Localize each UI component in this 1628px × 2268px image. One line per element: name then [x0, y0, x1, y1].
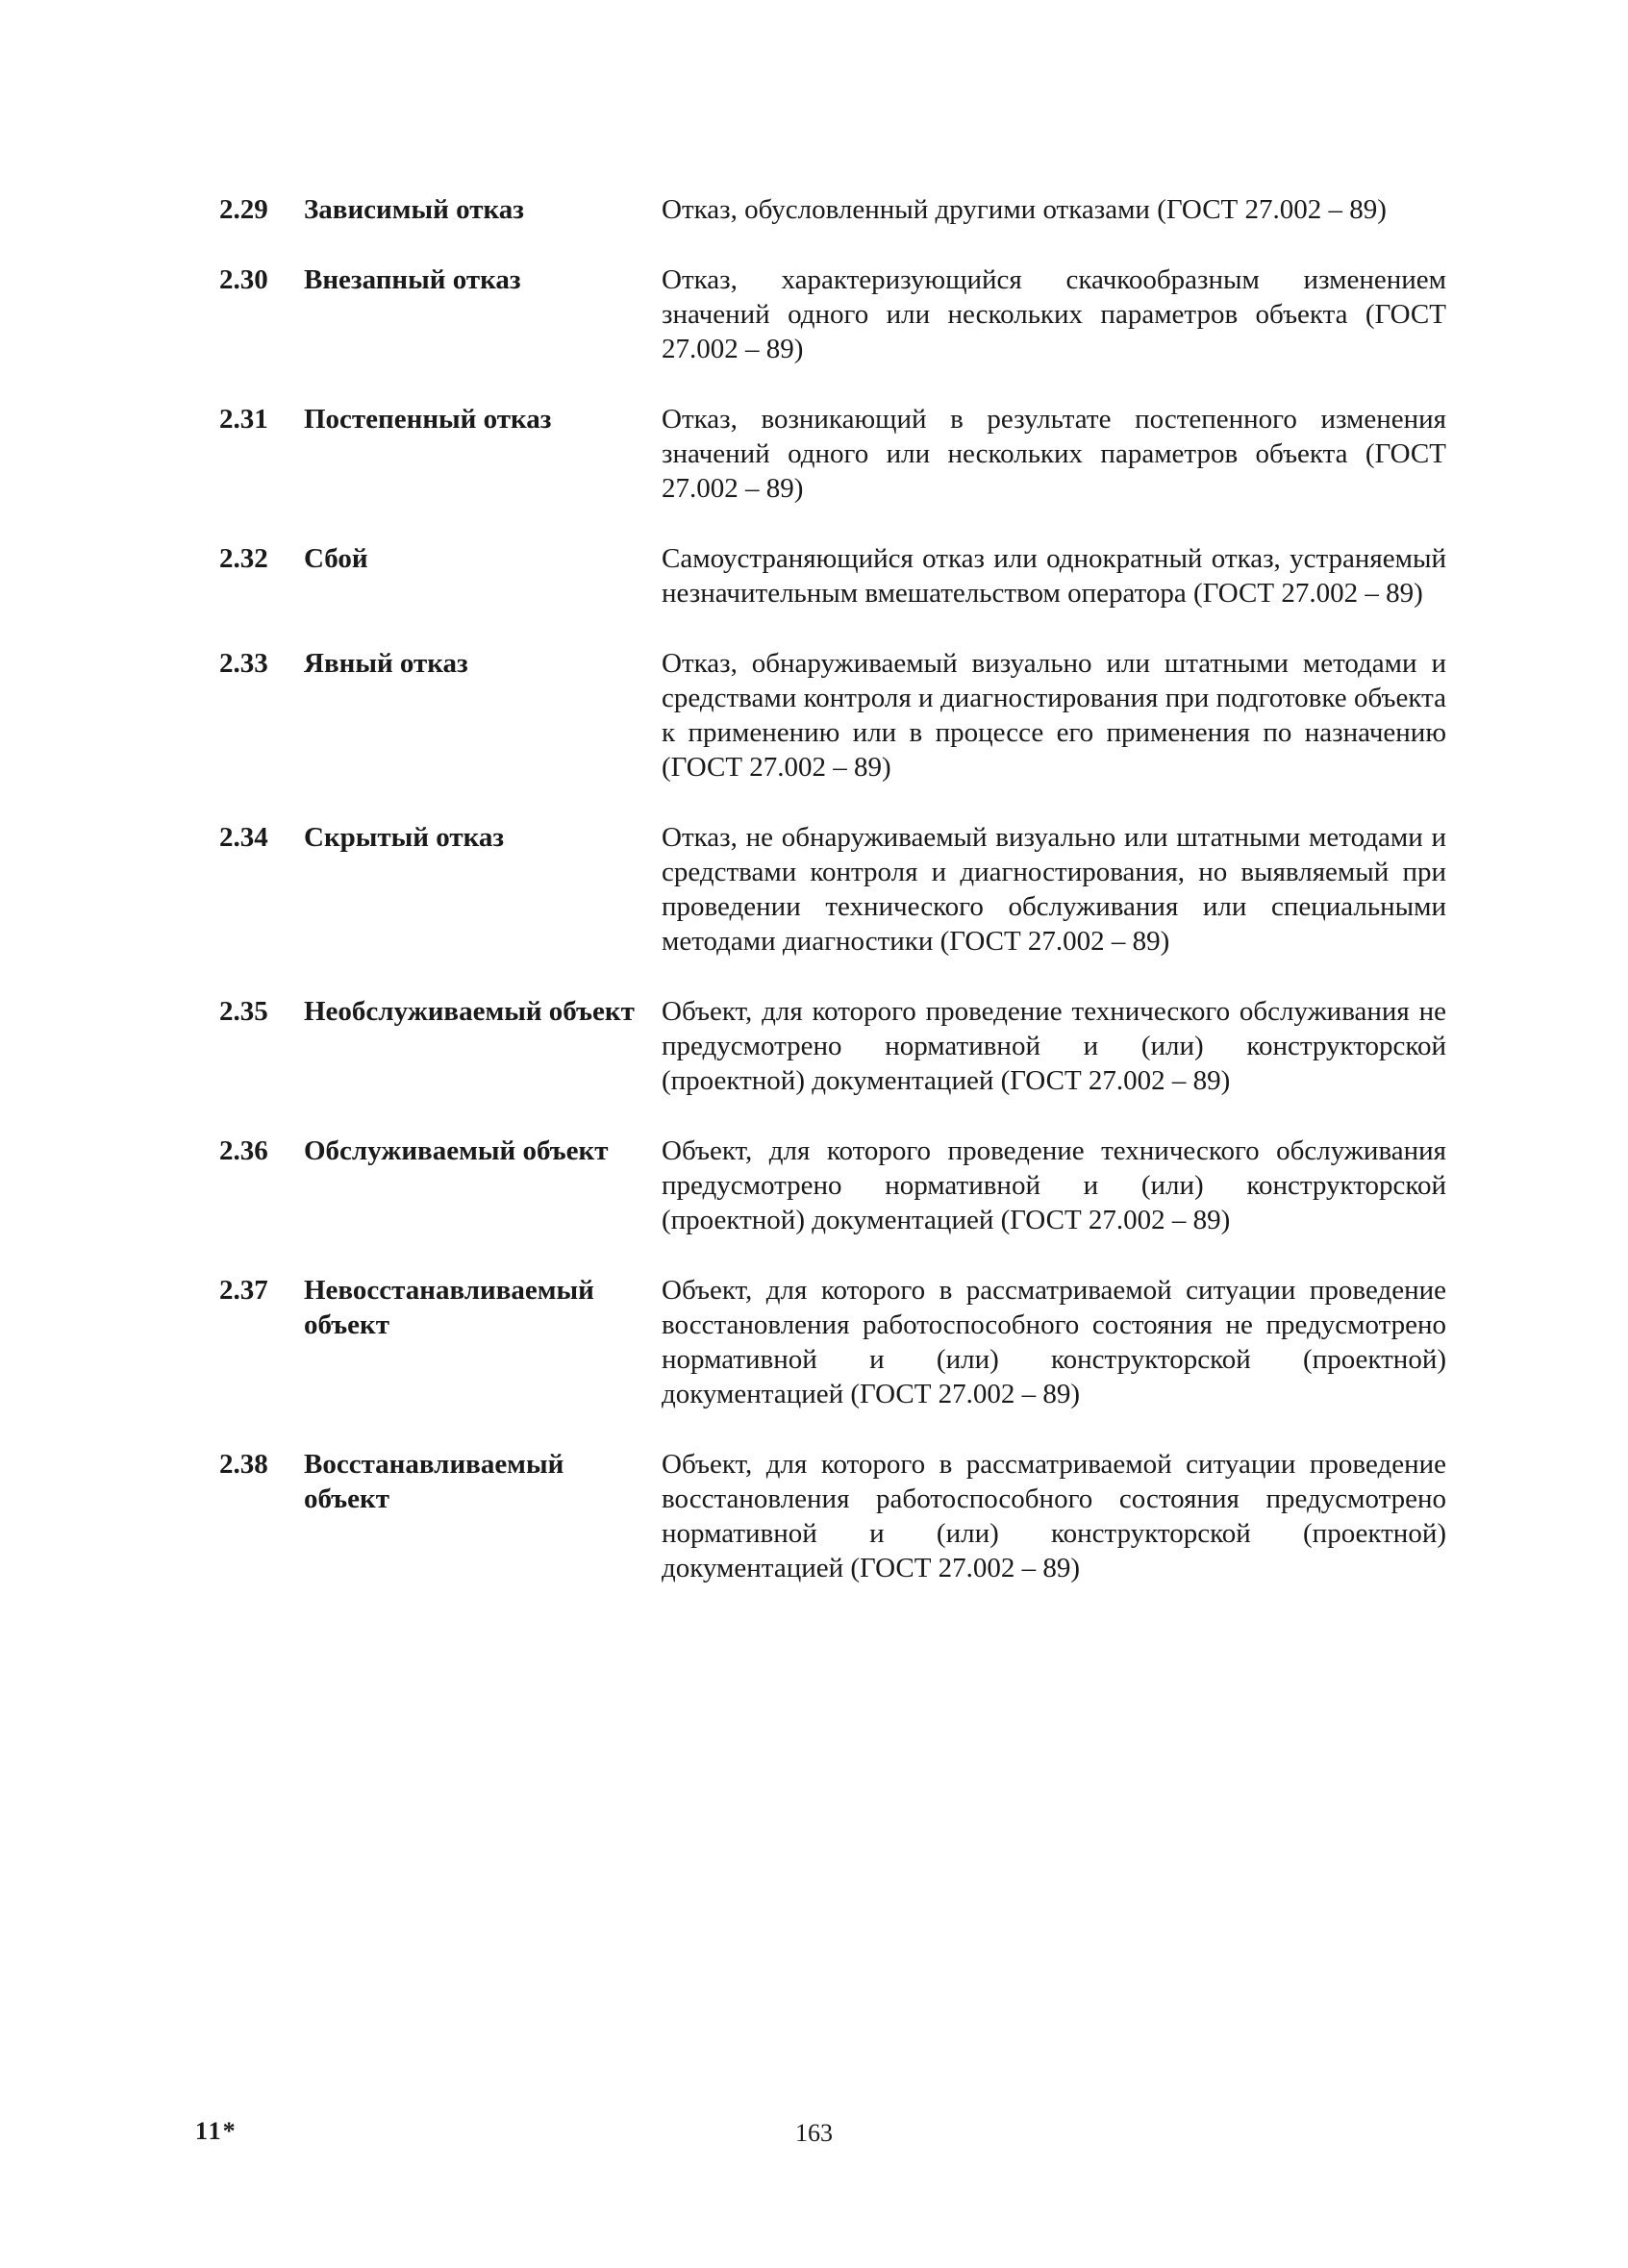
term-row-2-31: [219, 402, 1446, 506]
term-number: 2.38: [219, 1449, 268, 1480]
term-number: 2.32: [219, 543, 268, 574]
term-definition: Отказ, не обнаруживаемый визуально или штатными методами и средствами контроля и диагностирования, но выявляемый при проведении технического обслуживания или специальными методами диагностики (ГОСТ 27.002 – 89): [662, 822, 1446, 957]
term-number: 2.35: [219, 996, 268, 1027]
term-number: 2.34: [219, 822, 268, 853]
term-definition: Объект, для которого проведение технического обслуживания не предусмотрено нормативной и (или) конструкторской (проектной) документацией (ГОСТ 27.002 – 89): [662, 996, 1446, 1096]
term-name: Зависимый отказ: [304, 194, 524, 225]
term-name: Обслуживаемый объект: [304, 1135, 609, 1166]
term-name: Восстанавливаемый объект: [304, 1449, 564, 1514]
term-name: Сбой: [304, 543, 368, 574]
term-definition: Отказ, обнаруживаемый визуально или штатными методами и средствами контроля и диагностирования при подготовке объекта к применению или в процессе его применения по назначению (ГОСТ 27.002 – 89): [662, 648, 1446, 783]
term-definition: Отказ, возникающий в результате постепенного изменения значений одного или нескольких параметров объекта (ГОСТ 27.002 – 89): [662, 404, 1446, 504]
term-row-2-34: [219, 820, 1446, 959]
term-definition: Отказ, характеризующийся скачкообразным изменением значений одного или нескольких параметров объекта (ГОСТ 27.002 – 89): [662, 264, 1446, 364]
term-row-2-38: [219, 1447, 1446, 1585]
term-definition: Самоустраняющийся отказ или однократный отказ, устраняемый незначительным вмешательством оператора (ГОСТ 27.002 – 89): [662, 543, 1446, 609]
term-row-2-29: [219, 192, 1446, 227]
term-number: 2.33: [219, 648, 268, 679]
term-row-2-32: [219, 541, 1446, 611]
term-name: Необслуживаемый объект: [304, 996, 635, 1027]
term-name: Явный отказ: [304, 648, 468, 679]
term-definition: Объект, для которого проведение технического обслуживания предусмотрено нормативной и (или) конструкторской (проектной) документацией (ГОСТ 27.002 – 89): [662, 1135, 1446, 1235]
term-name: Скрытый отказ: [304, 822, 505, 853]
term-row-2-36: [219, 1134, 1446, 1237]
term-definition: Объект, для которого в рассматриваемой ситуации проведение восстановления работоспособного состояния не предусмотрено нормативной и (или) конструкторской (проектной) документацией (ГОСТ 27.002 – 89): [662, 1275, 1446, 1409]
terms-list: [219, 192, 1446, 1621]
term-row-2-33: [219, 646, 1446, 785]
term-number: 2.29: [219, 194, 268, 225]
footer-signature-mark: 11*: [195, 2117, 238, 2145]
term-name: Внезапный отказ: [304, 264, 521, 295]
term-row-2-30: [219, 262, 1446, 366]
term-number: 2.37: [219, 1275, 268, 1306]
term-name: Постепенный отказ: [304, 404, 552, 435]
term-name: Невосстанавливаемый объект: [304, 1275, 594, 1340]
term-definition: Объект, для которого в рассматриваемой ситуации проведение восстановления работоспособного состояния предусмотрено нормативной и (или) конструкторской (проектной) документацией (ГОСТ 27.002 – 89): [662, 1449, 1446, 1583]
term-number: 2.36: [219, 1135, 268, 1166]
page-number: 163: [795, 2119, 833, 2147]
term-row-2-37: [219, 1273, 1446, 1411]
term-number: 2.31: [219, 404, 268, 435]
term-definition: Отказ, обусловленный другими отказами (ГОСТ 27.002 – 89): [662, 194, 1387, 225]
term-number: 2.30: [219, 264, 268, 295]
term-row-2-35: [219, 994, 1446, 1098]
